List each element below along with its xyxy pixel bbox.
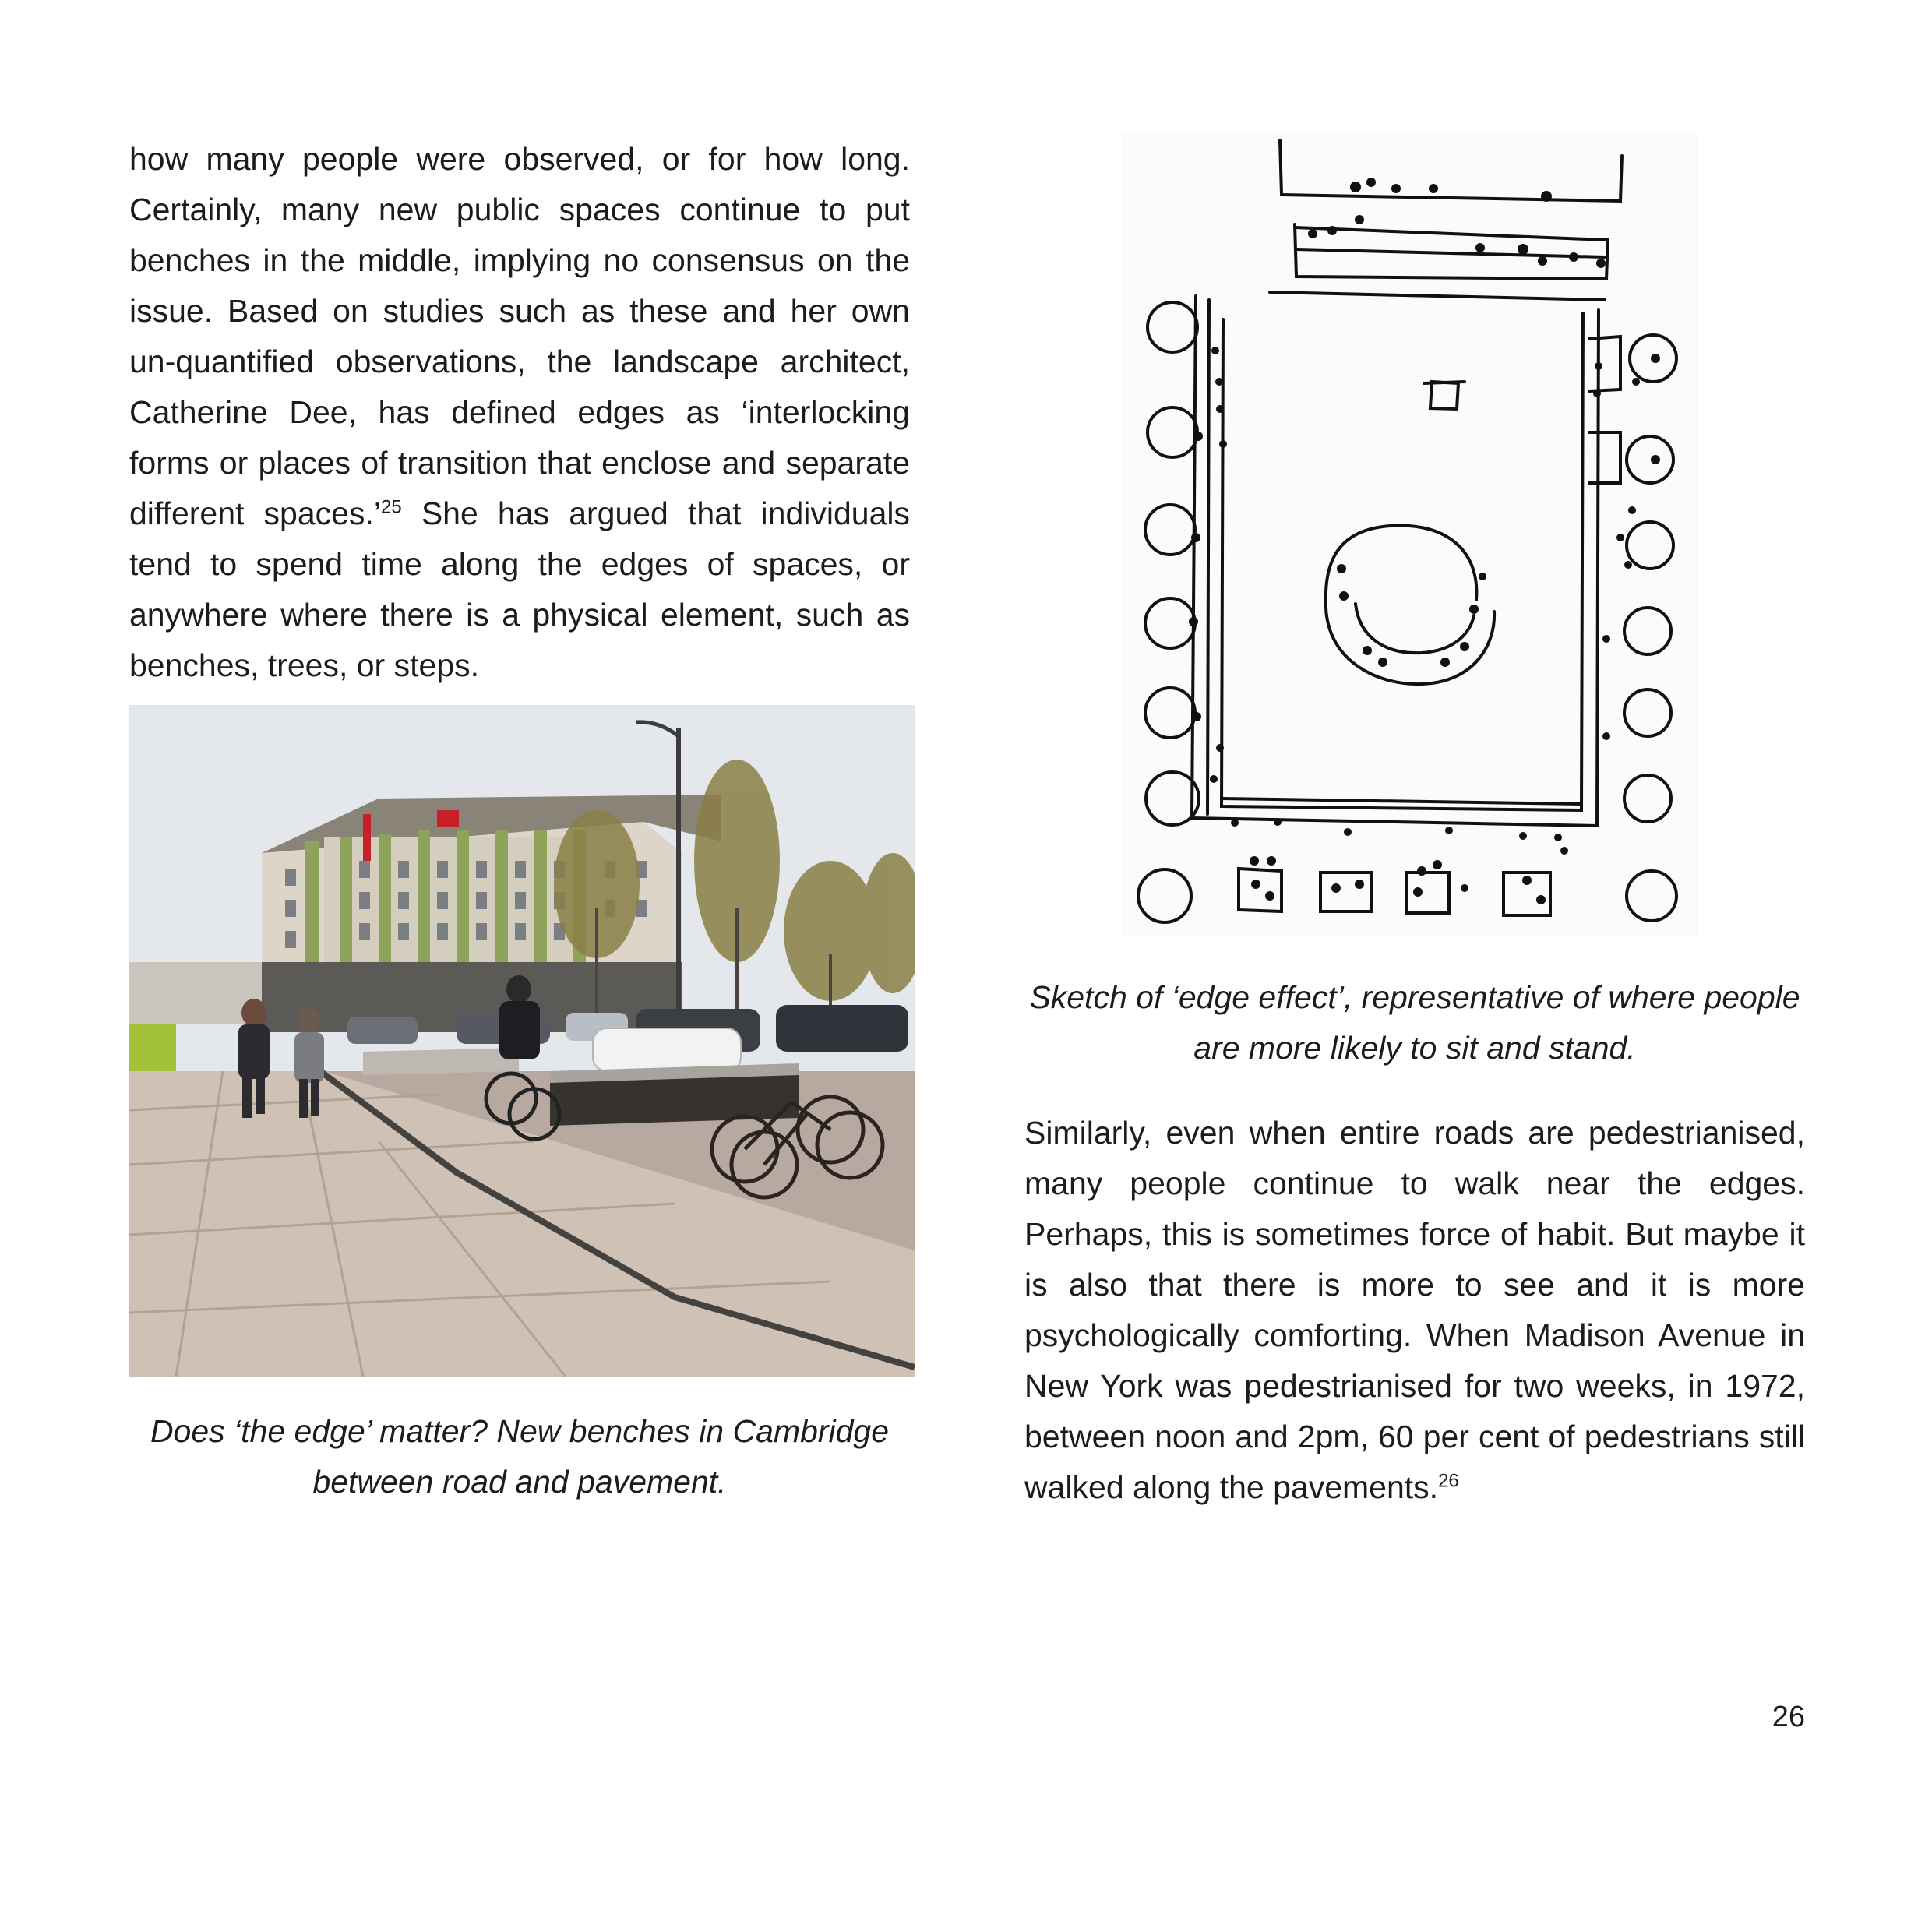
photo-caption-line-2: between road and pavement. xyxy=(312,1464,727,1500)
photo-caption xyxy=(129,1406,910,1507)
edge-effect-sketch xyxy=(1122,132,1698,935)
photo-illustration xyxy=(129,705,915,1377)
sketch-caption-line-1: Sketch of ‘edge effect’, representative of where people xyxy=(1029,979,1800,1015)
sketch-drawing xyxy=(1122,132,1698,935)
page-number: 26 xyxy=(1772,1701,1805,1733)
left-paragraph: how many people were observed, or for how long. Certainly, many new public spaces continue to put benches in the middle, implying no consensus on the issue. Based on studies such as these and her own un-quantified observations, the landscape architect, Catherine Dee, has defined edges as ‘interlocking forms or places of transition that enclose and separate different spaces.’$^{25}$ She has argued that individuals tend to spend time along the edges of spaces, or anywhere where there is a physical element, such as benches, trees, or steps. xyxy=(129,141,910,683)
left-body-text xyxy=(129,134,910,691)
sketch-caption-line-2: are more likely to sit and stand. xyxy=(1193,1030,1636,1066)
footnote-ref-26[interactable]: 26 xyxy=(1438,1470,1459,1492)
photo-caption-line-1: Does ‘the edge’ matter? New benches in Cambridge xyxy=(150,1413,890,1449)
right-paragraph: Similarly, even when entire roads are pedestrianised, many people continue to walk near the edges. Perhaps, this is sometimes force of habit. But maybe it is also that there is more to see and it is more psychologically comforting. When Madison Avenue in New York was pedestrianised for two weeks, in 1972, between noon and 2pm, 60 per cent of pedestrians still walked along the pavements.$^{26}$ xyxy=(1024,1115,1805,1505)
footnote-ref-25[interactable]: 25 xyxy=(380,496,402,518)
cambridge-benches-photo xyxy=(129,705,915,1377)
right-body-text xyxy=(1024,1108,1805,1513)
sketch-caption xyxy=(1024,972,1805,1074)
